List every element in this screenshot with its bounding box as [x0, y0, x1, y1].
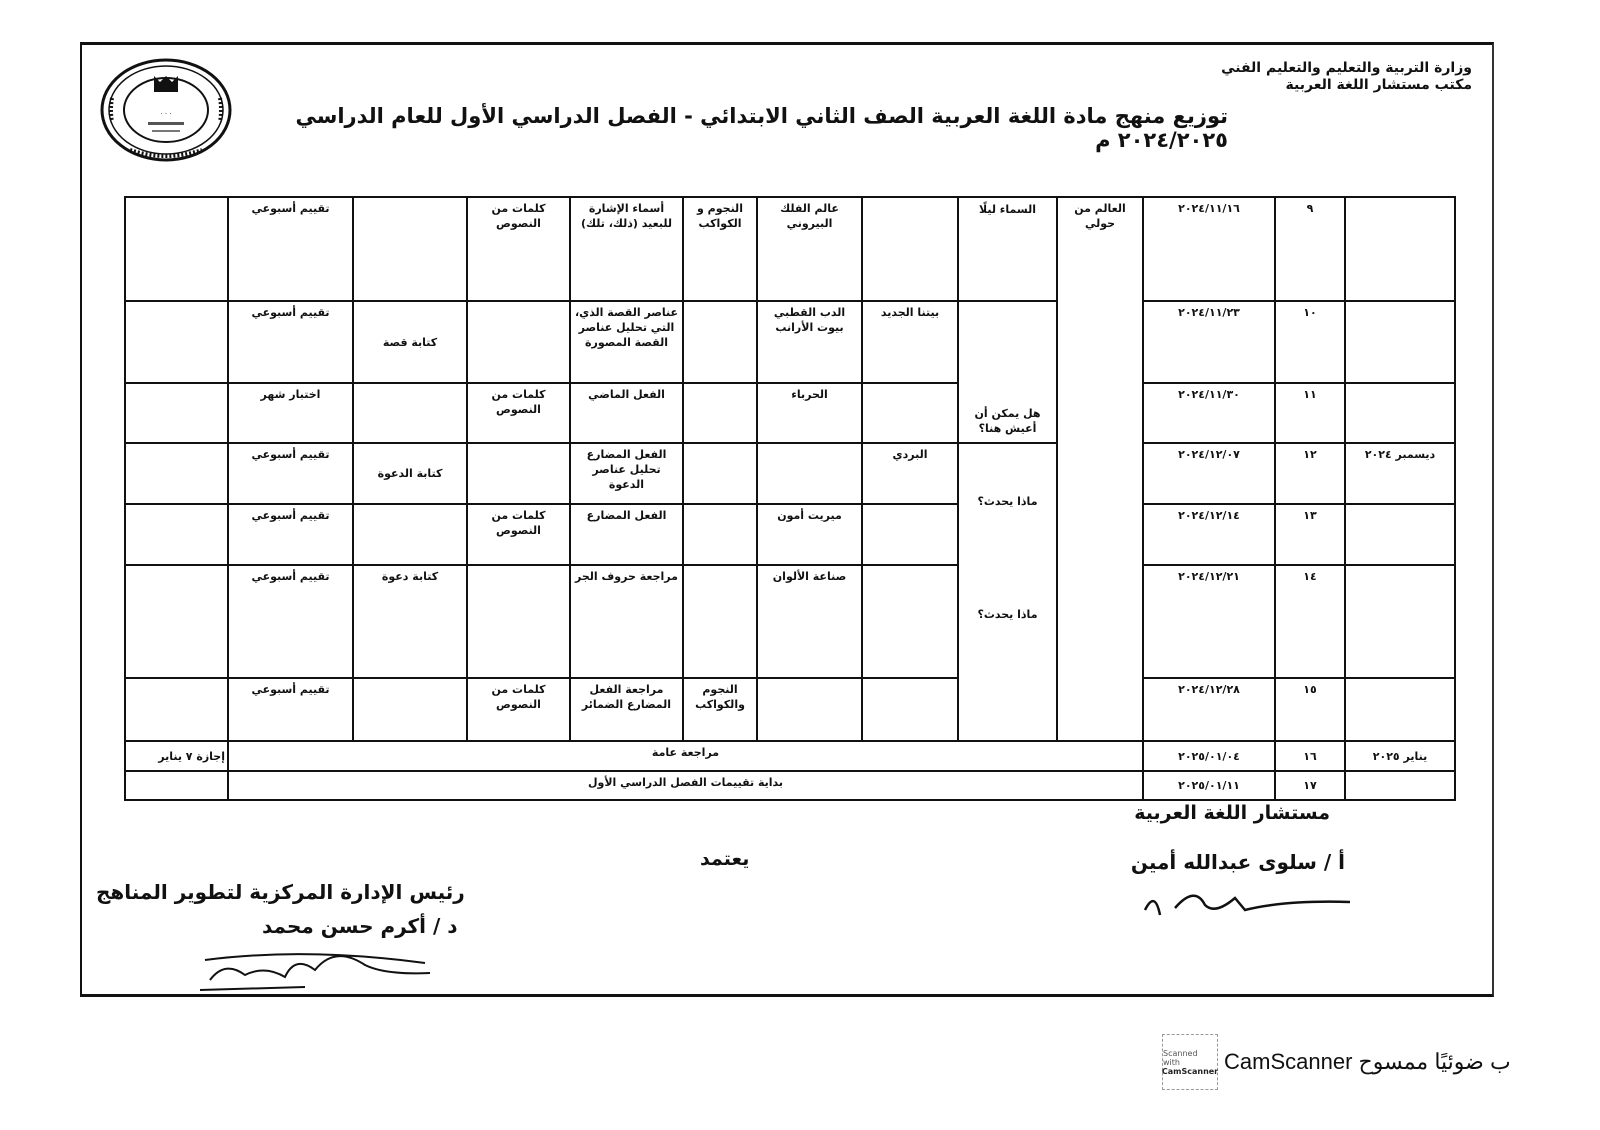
lesson-cell: الدب القطبي بيوت الأرانب	[757, 301, 862, 383]
reading-cell	[862, 383, 958, 443]
review-cell: مراجعة عامة	[228, 741, 1143, 771]
writing-cell: كتابة قصة	[353, 301, 467, 383]
vocab-cell: كلمات من النصوص	[467, 504, 570, 565]
date-cell: ٢٠٢٤/١٢/٢٨	[1143, 678, 1275, 741]
date-cell: ٢٠٢٤/١٢/٢١	[1143, 565, 1275, 678]
lesson-cell: ميريت أمون	[757, 504, 862, 565]
date-cell: ٢٠٢٤/١٢/١٤	[1143, 504, 1275, 565]
table-row	[125, 301, 1455, 383]
week-cell: ١٦	[1275, 741, 1345, 771]
month-cell	[1345, 678, 1455, 741]
grammar-cell: الفعل الماضي	[570, 383, 683, 443]
month-cell	[1345, 771, 1455, 800]
assessment-cell: تقييم أسبوعي	[228, 197, 353, 301]
table-row	[125, 197, 1455, 301]
reading-cell	[862, 678, 958, 741]
assessment-cell: اختبار شهر	[228, 383, 353, 443]
director-title: رئيس الإدارة المركزية لتطوير المناهج	[96, 880, 465, 904]
lesson-cell: عالم الفلك البيروني	[757, 197, 862, 301]
date-cell: ٢٠٢٤/١١/٢٣	[1143, 301, 1275, 383]
writing-cell	[353, 383, 467, 443]
theme-cell: السماء ليلًا	[958, 197, 1057, 301]
theme-cell	[958, 443, 1057, 741]
topic-cell	[683, 443, 757, 504]
week-cell: ١٢	[1275, 443, 1345, 504]
grammar-cell: الفعل المضارع	[570, 504, 683, 565]
curriculum-table	[124, 196, 1456, 801]
scanner-text: CamScanner ب ضوئيًا ممسوح	[1224, 1049, 1511, 1074]
notes-cell	[125, 771, 228, 800]
reading-cell	[862, 197, 958, 301]
month-cell	[1345, 197, 1455, 301]
notes-cell	[125, 443, 228, 504]
writing-cell: كتابة الدعوة	[353, 443, 467, 504]
week-cell: ١٠	[1275, 301, 1345, 383]
month-cell	[1345, 301, 1455, 383]
week-cell: ١١	[1275, 383, 1345, 443]
assessments-start-cell: بداية تقييمات الفصل الدراسي الأول	[228, 771, 1143, 800]
reading-cell	[862, 565, 958, 678]
reading-cell	[862, 504, 958, 565]
table-row	[125, 443, 1455, 504]
writing-cell	[353, 504, 467, 565]
notes-cell	[125, 197, 228, 301]
page-title: توزيع منهج مادة اللغة العربية الصف الثاني الابتدائي - الفصل الدراسي الأول للعام الدراسي ٢٠٢٤/٢٠٢٥ م	[295, 104, 1228, 152]
reading-cell: البردي	[862, 443, 958, 504]
month-cell	[1345, 504, 1455, 565]
table-row	[125, 565, 1455, 678]
camscanner-watermark	[1162, 1034, 1511, 1090]
notes-cell	[125, 301, 228, 383]
table-row	[125, 383, 1455, 443]
advisor-signature	[1135, 880, 1355, 929]
badge-line2: CamScanner	[1161, 1066, 1219, 1076]
week-cell: ١٧	[1275, 771, 1345, 800]
office-name: مكتب مستشار اللغة العربية	[1285, 77, 1472, 93]
topic-cell	[683, 565, 757, 678]
date-cell: ٢٠٢٤/١٢/٠٧	[1143, 443, 1275, 504]
vocab-cell: كلمات من النصوص	[467, 678, 570, 741]
notes-cell	[125, 565, 228, 678]
director-signature	[185, 935, 435, 999]
grammar-cell: مراجعة حروف الجر	[570, 565, 683, 678]
vocab-cell: كلمات من النصوص	[467, 383, 570, 443]
vocab-cell	[467, 301, 570, 383]
advisor-name: أ / سلوى عبدالله أمين	[1130, 850, 1345, 874]
approve-label: يعتمد	[700, 848, 750, 870]
vocab-cell	[467, 565, 570, 678]
notes-cell	[125, 504, 228, 565]
assessment-cell: تقييم أسبوعي	[228, 565, 353, 678]
grammar-cell: الفعل المضارع تحليل عناصر الدعوة	[570, 443, 683, 504]
assessment-cell: تقييم أسبوعي	[228, 504, 353, 565]
assessment-cell: تقييم أسبوعي	[228, 443, 353, 504]
topic-cell	[683, 301, 757, 383]
ministry-header	[1221, 60, 1472, 94]
writing-cell	[353, 197, 467, 301]
lesson-cell	[757, 443, 862, 504]
theme-cell: هل يمكن أن أعيش هنا؟	[958, 301, 1057, 443]
lesson-cell	[757, 678, 862, 741]
date-cell: ٢٠٢٥/٠١/١١	[1143, 771, 1275, 800]
topic-cell: النجوم والكواكب	[683, 678, 757, 741]
grammar-cell: أسماء الإشارة للبعيد (ذلك، تلك)	[570, 197, 683, 301]
grammar-cell: عناصر القصة الذي، التي تحليل عناصر القصة المصورة	[570, 301, 683, 383]
table-row	[125, 678, 1455, 741]
vocab-cell: كلمات من النصوص	[467, 197, 570, 301]
holiday-note-cell: إجازة ٧ يناير	[125, 741, 228, 771]
director-name: د / أكرم حسن محمد	[262, 914, 458, 938]
advisor-title: مستشار اللغة العربية	[1134, 802, 1330, 824]
topic-cell	[683, 504, 757, 565]
notes-cell	[125, 383, 228, 443]
unit-cell	[1057, 197, 1143, 741]
svg-text:· · ·: · · ·	[160, 110, 172, 118]
writing-cell	[353, 678, 467, 741]
lesson-cell: الحرباء	[757, 383, 862, 443]
vocab-cell	[467, 443, 570, 504]
topic-cell	[683, 383, 757, 443]
date-cell: ٢٠٢٤/١١/٣٠	[1143, 383, 1275, 443]
ministry-logo	[100, 58, 232, 162]
week-cell: ١٣	[1275, 504, 1345, 565]
lesson-cell: صناعة الألوان	[757, 565, 862, 678]
date-cell: ٢٠٢٥/٠١/٠٤	[1143, 741, 1275, 771]
month-cell: يناير ٢٠٢٥	[1345, 741, 1455, 771]
month-cell	[1345, 565, 1455, 678]
ministry-name: وزارة التربية والتعليم والتعليم الفني	[1221, 60, 1472, 76]
date-cell: ٢٠٢٤/١١/١٦	[1143, 197, 1275, 301]
writing-cell: كتابة دعوة	[353, 565, 467, 678]
week-cell: ٩	[1275, 197, 1345, 301]
notes-cell	[125, 678, 228, 741]
week-cell: ١٤	[1275, 565, 1345, 678]
grammar-cell: مراجعة الفعل المضارع الضمائر	[570, 678, 683, 741]
week-cell: ١٥	[1275, 678, 1345, 741]
theme-label-repeat: ماذا يحدث؟	[977, 608, 1038, 621]
month-cell: ديسمبر ٢٠٢٤	[1345, 443, 1455, 504]
month-cell	[1345, 383, 1455, 443]
camscanner-badge	[1162, 1034, 1218, 1090]
summary-row	[125, 771, 1455, 800]
theme-label: ماذا يحدث؟	[977, 495, 1038, 508]
table-row	[125, 504, 1455, 565]
badge-line1: Scanned with	[1163, 1048, 1198, 1067]
reading-cell: بيتنا الجديد	[862, 301, 958, 383]
topic-cell: النجوم و الكواكب	[683, 197, 757, 301]
assessment-cell: تقييم أسبوعي	[228, 678, 353, 741]
assessment-cell: تقييم أسبوعي	[228, 301, 353, 383]
unit-label: العالم من حولي	[1074, 202, 1126, 230]
summary-row	[125, 741, 1455, 771]
